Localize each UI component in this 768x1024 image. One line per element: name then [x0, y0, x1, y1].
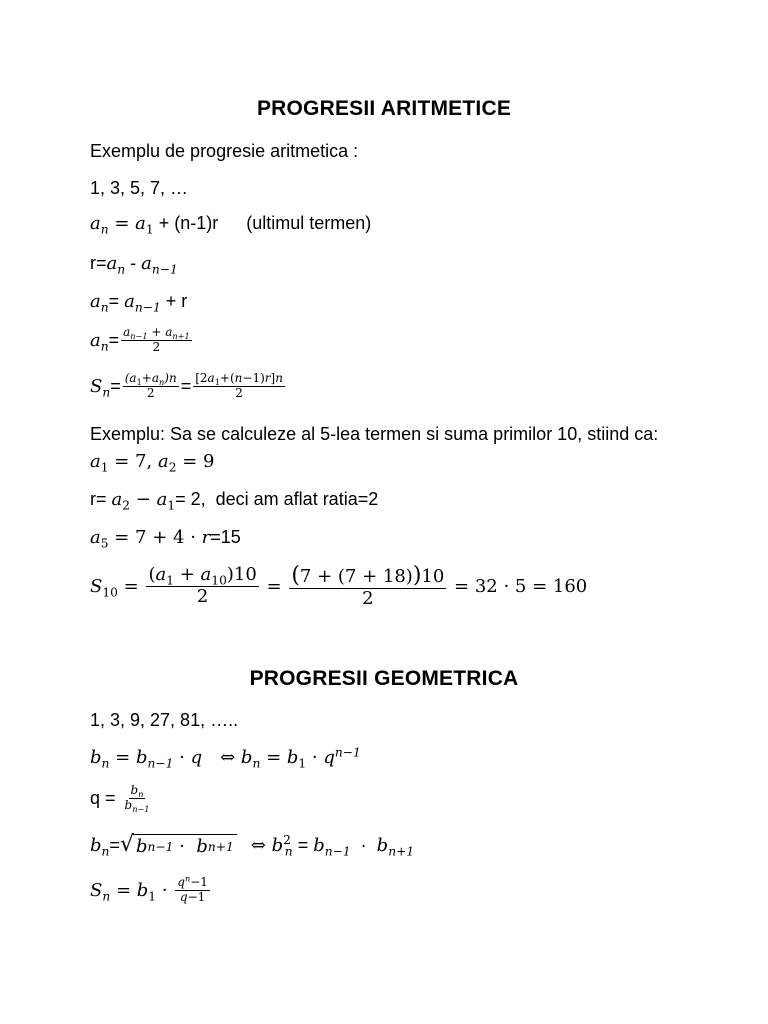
sum-fraction-2: $\frac{[2a_1+(n-1)r]n}{2}$ [195, 371, 283, 400]
s10-fraction-2: $\frac{(7 + (7 + 18))10}{2}$ [291, 563, 445, 610]
geometric-title: PROGRESII GEOMETRICA [249, 667, 519, 690]
formula-ratio: r= $a_n$ - $a_{n-1}$ [90, 253, 178, 277]
nth-term-note: (ultimul termen) [246, 213, 372, 233]
formula-geometric-mean: $b_n$ = √ b n−1 · b n+1 ⇔ $b^2_n$ = $b_{n-1}$ · $b_{n+1}$ [90, 832, 415, 859]
mean-fraction: $\frac{a_{n-1} + a_{n+1}}{2}$ [123, 325, 190, 354]
sum-fraction-1: $\frac{(a_1+a_n)n}{2}$ [124, 371, 177, 400]
formula-geometric-sum: $S_n$ = $b_1$ · $\frac{q^n-1}{q-1}$ [90, 873, 208, 904]
arithmetic-title: PROGRESII ARITMETICE [256, 97, 512, 120]
arithmetic-sequence: 1, 3, 5, 7, … [90, 178, 189, 198]
example-ratio: r= $a_2$ − $a_1$ = 2, deci am aflat ratia=2 [90, 489, 379, 513]
formula-sum: $S_n$ = $\frac{(a_1+a_n)n}{2}$ = $\frac{[2a_1+(n-1)r]n}{2}$ [90, 371, 283, 400]
formula-geometric-term: $b_n$ = $b_{n-1}$ · q ⇔ $b_n$ = $b_1$ · $q^{n-1}$ [90, 745, 361, 771]
example-prompt: Exemplu: Sa se calculeze al 5-lea termen si suma primilor 10, stiind ca: [90, 424, 659, 444]
formula-mean: $a_n$ = $\frac{a_{n-1} + a_{n+1}}{2}$ [90, 325, 190, 354]
formula-recurrence: $a_n$ = $a_{n-1}$ + r [90, 291, 188, 315]
ratio-fraction: $\frac{b_n}{b_{n-1}}$ [124, 783, 150, 814]
sqrt-expression: √ b n−1 · b n+1 [120, 834, 237, 857]
formula-nth-term: $a_n$ = $a_1$ + (n-1)r (ultimul termen) [90, 213, 372, 237]
example-a5: $a_5$ = 7 + 4 · r = 15 [90, 527, 241, 551]
arithmetic-intro: Exemplu de progresie aritmetica : [90, 141, 359, 161]
s10-fraction-1: $\frac{(a_1 + a_{10})10}{2}$ [148, 564, 257, 607]
a5-result: 15 [220, 527, 241, 547]
s10-result: 160 [552, 575, 588, 597]
geometric-sum-fraction: $\frac{q^n-1}{q-1}$ [177, 873, 208, 904]
formula-geometric-ratio: q = $\frac{b_n}{b_{n-1}}$ [90, 783, 150, 814]
example-s10: $S_{10}$ = $\frac{(a_1 + a_{10})10}{2}$ = $\frac{(7 + (7 + 18))10}{2}$ = 32 · 5 = 160 [90, 563, 588, 610]
ratio-conclusion: deci am aflat ratia=2 [215, 489, 379, 509]
example-given: $a_1$ = 7, $a_2$ = 9 [90, 451, 215, 475]
geometric-sequence: 1, 3, 9, 27, 81, ….. [90, 710, 239, 730]
